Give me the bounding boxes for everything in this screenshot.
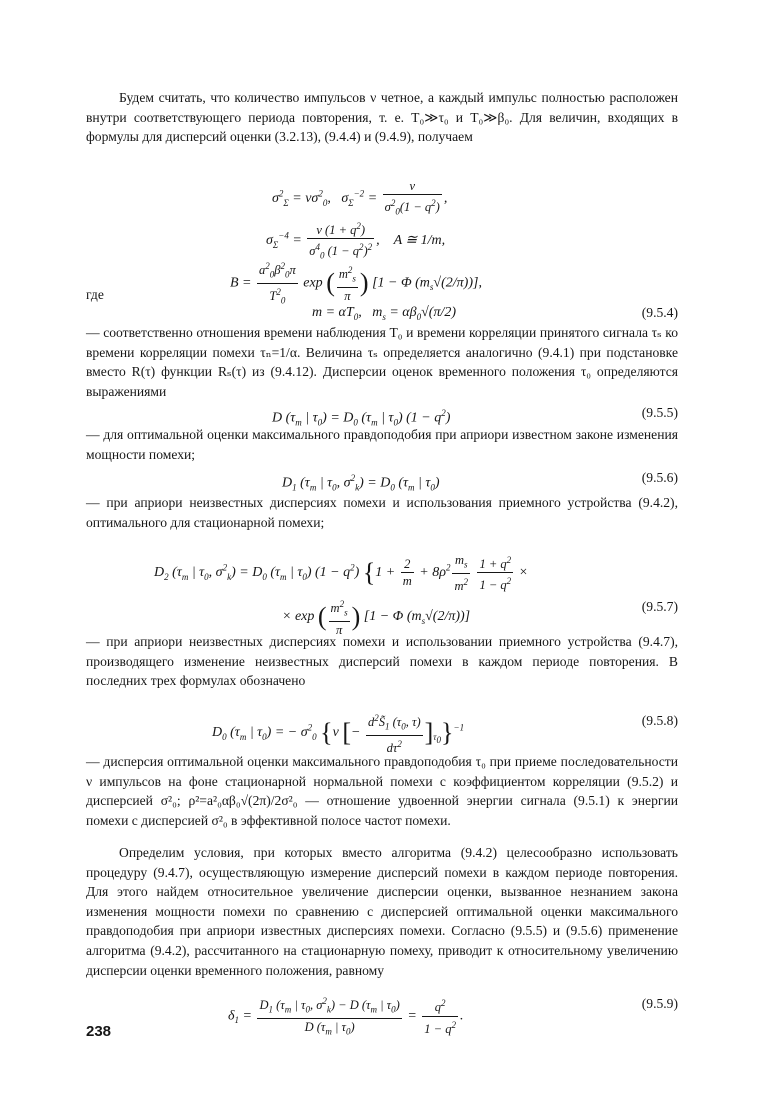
- equation-9-5-4: $m = \alpha T_0$, $m_s = \alpha\beta_0√(\pi/2)$ (9.5.4): [86, 302, 678, 324]
- equation-9-5-7-line1: $D_2$ ($\tau_m$ | $\tau_0$, $\sigma^2_k) = D_0$ ($\tau_m$ | $\tau_0$) $(1 - q^2)$ {1 + $\frac{2}{m}$ + $8\rho^2$ $\frac{m_s}{m^2}$ $\frac{1 + q^2}{1 - q^2}$ ×: [154, 553, 529, 593]
- equation-9-5-8: $D_0$ ($\tau_m$ | $\tau_0$) = − $\sigma^2_0$ {ν [− $\frac{d^2S̃_1 (\tau_0, \tau)}{d\tau^2}$ ]$_{\tau_0}\}^{-1}$ (9.5.8): [86, 710, 678, 732]
- equation-number: (9.5.7): [641, 599, 678, 614]
- equation-number: (9.5.9): [641, 996, 678, 1011]
- paragraph-1: Будем считать, что количество импульсов ν четное, а каждый импульс полностью расположен внутри соответствующего периода повторения, т. е. T₀≫τ₀ и T₀≫β₀. Для величин, входящих в формулы для дисперсий оценки (3.2.13), (9.4.4) и (9.4.9), получаем: [86, 90, 678, 145]
- paragraph-3: — для оптимальной оценки максимального правдоподобия при априори известном законе изменения мощности помехи;: [86, 427, 678, 462]
- equation-number: (9.5.5): [641, 405, 678, 420]
- equation-9-5-5: D ($\tau_m$ | $\tau_0) = D_0$ ($\tau_m$ | $\tau_0$) $(1 - q^2)$ (9.5.5): [86, 402, 678, 424]
- equation-number: (9.5.6): [641, 470, 678, 485]
- word-gde: где: [86, 287, 104, 302]
- paragraph-4: — при априори неизвестных дисперсиях помехи и использования приемного устройства (9.4.2), оптимального для стационарной помехи;: [86, 495, 678, 530]
- paragraph-2: — соответственно отношения времени наблюдения T₀ и времени корреляции принятого сигнала τₛ ко времени корреляции помехи τₙ=1/α. Величина τₛ определяется аналогично (9.4.1) при подстановке вместо R(τ) функции Rₛ(τ) из (9.4.12). Дисперсии оценок временного положения τ₀ определяются выражениями: [86, 325, 678, 399]
- equation-9-5-7-line2: × exp ( $\frac{m^2_s}{\pi}$ ) [1 − Φ $(m_s√(2/\pi))$] (9.5.7): [86, 596, 678, 618]
- paragraph-6: — дисперсия оптимальной оценки максимального правдоподобия τ₀ при приеме последовательности ν импульсов на фоне стационарной нормальной помехи с коэффициентом корреляции (9.5.2) и дисперсией σ²₀; ρ²=a²₀αβ₀√(2π)/2σ²₀ — отношение удвоенной энергии сигнала (9.5.1) к энергии помехи с дисперсией σ²₀ в эффективной полосе частот помехи.: [86, 754, 678, 828]
- equation-number: (9.5.8): [641, 713, 678, 728]
- equation-9-5-6: $D_1$ ($\tau_m$ | $\tau_0$, $\sigma^2_k) = D_0$ ($\tau_m$ | $\tau_0$) (9.5.6): [86, 467, 678, 489]
- equation-number: (9.5.4): [641, 305, 678, 320]
- equation-9-5-9: $\delta_1$ = $\frac{D_1 (\tau_m | \tau_0, \sigma^2_k) - D (\tau_m | \tau_0)}{D (\tau_m | \tau_0)}$ = $\frac{q^2}{1 - q^2}$ . (9.5.9): [86, 993, 678, 1015]
- page-number: 238: [86, 1023, 112, 1040]
- paragraph-5: — при априори неизвестных дисперсиях помехи и использовании приемного устройства (9.4.7), производящего изменение неизвестных дисперсий помехи в каждом периоде повторения. В последних трех формулах обозначено: [86, 634, 678, 689]
- equation-sigma-minus4: $\sigma_\Sigma^{-4}$ = $\frac{\nu (1 + q^2)}{\sigma^4_0 (1 - q^2)^2}$ , A ≅ 1/m,: [86, 218, 678, 240]
- equation-sigma-sum: $\sigma^2_\Sigma = \nu\sigma^2_0$, $\sigma_\Sigma^{-2}$ = $\frac{\nu}{\sigma^2_0(1 - q^2)}$ ,: [272, 179, 448, 217]
- paragraph-7: Определим условия, при которых вместо алгоритма (9.4.2) целесообразно использовать процедуру (9.4.7), осуществляющую измерение дисперсий помехи в каждом периоде повторения. Для этого найдем относительное увеличение дисперсии оценки, вызванное незнанием закона изменения мощности помехи по сравнению с дисперсией оптимальной оценки максимального правдоподобия при априори известных дисперсиях помехи. Согласно (9.5.5) и (9.5.6) применение алгоритма (9.4.2), рассчитанного на стационарную помеху, приводит к относительному увеличению дисперсии оценки временного положения, равному: [86, 845, 678, 978]
- equation-b: B = $\frac{a^2_0\beta^2_0\pi}{T^2_0}$ exp ( $\frac{m^2_s}{\pi}$ ) [1 − Φ $(m_s√(2/\pi))$],: [86, 258, 678, 280]
